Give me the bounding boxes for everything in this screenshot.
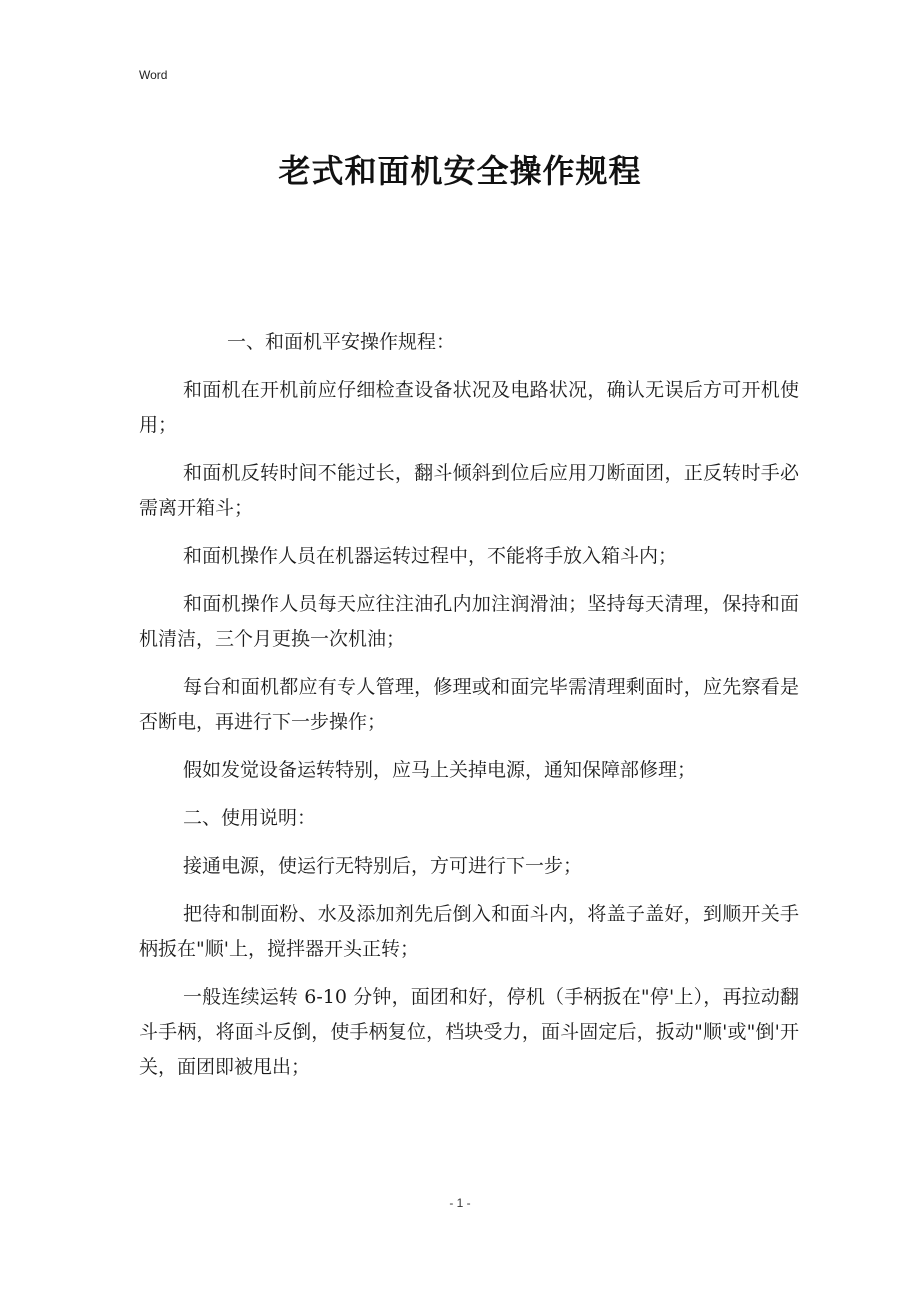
paragraph: 假如发觉设备运转特别，应马上关掉电源，通知保障部修理；	[183, 759, 697, 781]
paragraph: 和面机操作人员每天应往注油孔内加注润滑油；坚持每天清理，保持和面机清洁，三个月更换一次机油；	[139, 593, 799, 650]
paragraph: 把待和制面粉、水及添加剂先后倒入和面斗内，将盖子盖好，到顺开关手柄扳在"顺'上，搅拌器开头正转；	[139, 903, 799, 960]
paragraph: 每台和面机都应有专人管理，修理或和面完毕需清理剩面时，应先察看是否断电，再进行下一步操作；	[139, 676, 799, 733]
paragraph: 一般连续运转 6-10 分钟，面团和好，停机（手柄扳在"停'上），再拉动翻斗手柄，将面斗反倒，使手柄复位，档块受力，面斗固定后，扳动"顺'或"倒'开关，面团即被甩出；	[139, 986, 799, 1078]
header-label: Word	[139, 68, 168, 82]
paragraph: 和面机操作人员在机器运转过程中，不能将手放入箱斗内；	[183, 545, 678, 567]
paragraph: 和面机反转时间不能过长，翻斗倾斜到位后应用刀断面团，正反转时手必需离开箱斗；	[139, 462, 799, 519]
paragraph: 和面机在开机前应仔细检查设备状况及电路状况，确认无误后方可开机使用；	[139, 379, 799, 436]
paragraph: 一、和面机平安操作规程：	[227, 331, 456, 353]
document-body	[139, 325, 799, 1098]
document-title: 老式和面机安全操作规程	[278, 152, 642, 190]
paragraph: 接通电源，使运行无特别后，方可进行下一步；	[183, 855, 583, 877]
page-number: - 1 -	[449, 1196, 471, 1210]
section-heading: 二、使用说明：	[183, 807, 317, 829]
